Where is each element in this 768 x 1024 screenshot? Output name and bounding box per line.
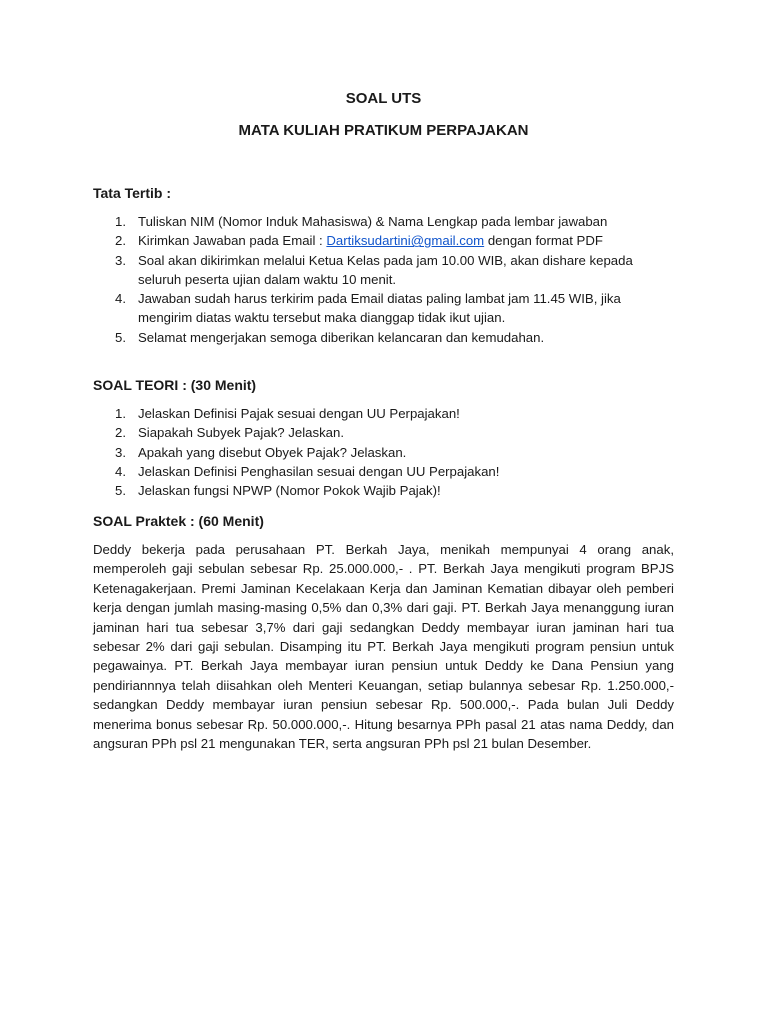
list-item-text-prefix: Kirimkan Jawaban pada Email :	[138, 233, 327, 249]
list-item-number: 4.	[115, 291, 126, 307]
list-item	[93, 231, 674, 250]
tata-tertib-heading: Tata Tertib :	[93, 185, 172, 201]
list-item	[93, 481, 674, 500]
list-item-number: 1.	[115, 214, 126, 229]
list-item-text: Selamat mengerjakan semoga diberikan kelancaran dan kemudahan.	[138, 329, 545, 345]
list-item	[93, 443, 674, 462]
list-item-text: Jawaban sudah harus terkirim pada Email diatas paling lambat jam 11.45 WIB, jika mengirim diatas waktu tersebut maka dianggap tidak ikut ujian.	[138, 291, 621, 326]
list-item	[93, 423, 674, 442]
tata-tertib-list	[93, 212, 674, 347]
list-item-text: Jelaskan Definisi Pajak sesuai dengan UU Perpajakan!	[138, 406, 460, 421]
list-item	[93, 212, 674, 231]
list-item	[93, 289, 674, 328]
list-item-number: 4.	[115, 463, 126, 479]
list-item-text: Tuliskan NIM (Nomor Induk Mahasiswa) & Nama Lengkap pada lembar jawaban	[138, 214, 608, 229]
list-item-text: Soal akan dikirimkan melalui Ketua Kelas pada jam 10.00 WIB, akan dishare kepada seluruh peserta ujian dalam waktu 10 menit.	[138, 252, 633, 287]
list-item-text: Apakah yang disebut Obyek Pajak? Jelaskan.	[138, 444, 407, 460]
list-item	[93, 404, 674, 423]
list-item-number: 5.	[115, 329, 126, 345]
email-link[interactable]: Dartiksudartini@gmail.com	[326, 233, 485, 249]
soal-teori-list	[93, 404, 674, 500]
list-item	[93, 462, 674, 481]
list-item-number: 5.	[115, 483, 126, 499]
page-title: SOAL UTS	[345, 90, 422, 107]
list-item-text-suffix: dengan format PDF	[484, 233, 603, 249]
list-item-number: 1.	[115, 406, 126, 421]
soal-teori-heading: SOAL TEORI : (30 Menit)	[93, 377, 257, 393]
list-item-number: 3.	[115, 252, 126, 268]
soal-praktek-body: Deddy bekerja pada perusahaan PT. Berkah Jaya, menikah mempunyai 4 orang anak, memperoleh gaji sebulan sebesar Rp. 25.000.000,- . PT. Berkah Jaya mengikuti program BPJS Ketenagakerjaan. Premi Jaminan Kecelakaan Kerja dan Jaminan Kematian dibayar oleh pemberi kerja dengan jumlah masing-masing 0,5% dan 0,3% dari gaji. PT. Berkah Jaya menanggung iuran jaminan hari tua sebesar 3,7% dari gaji sedangkan Deddy membayar iuran jaminan hari tua sebesar 2% dari gaji sebulan. Disamping itu PT. Berkah Jaya mengikuti program pensiun untuk pegawainya. PT. Berkah Jaya membayar iuran pensiun untuk Deddy ke Dana Pensiun yang pendiriannnya telah diisahkan oleh Menteri Keuangan, setiap bulannya sebesar Rp. 1.250.000,- sedangkan Deddy membayar iuran pensiun sebesar Rp. 500.000,-. Pada bulan Juli Deddy menerima bonus sebesar Rp. 50.000.000,-. Hitung besarnya PPh pasal 21 atas nama Deddy, dan angsuran PPh psl 21 mengunakan TER, serta angsuran PPh psl 21 bulan Desember.	[93, 542, 674, 752]
list-item-number: 3.	[115, 444, 126, 460]
list-item-text: Siapakah Subyek Pajak? Jelaskan.	[138, 425, 345, 441]
list-item-text: Jelaskan fungsi NPWP (Nomor Pokok Wajib Pajak)!	[138, 483, 441, 499]
soal-praktek-heading: SOAL Praktek : (60 Menit)	[93, 513, 264, 529]
list-item	[93, 251, 674, 290]
list-item-number: 2.	[115, 425, 126, 441]
list-item	[93, 328, 674, 347]
list-item-number: 2.	[115, 233, 126, 249]
list-item-text: Jelaskan Definisi Penghasilan sesuai dengan UU Perpajakan!	[138, 463, 500, 479]
page-subtitle: MATA KULIAH PRATIKUM PERPAJAKAN	[238, 122, 529, 139]
